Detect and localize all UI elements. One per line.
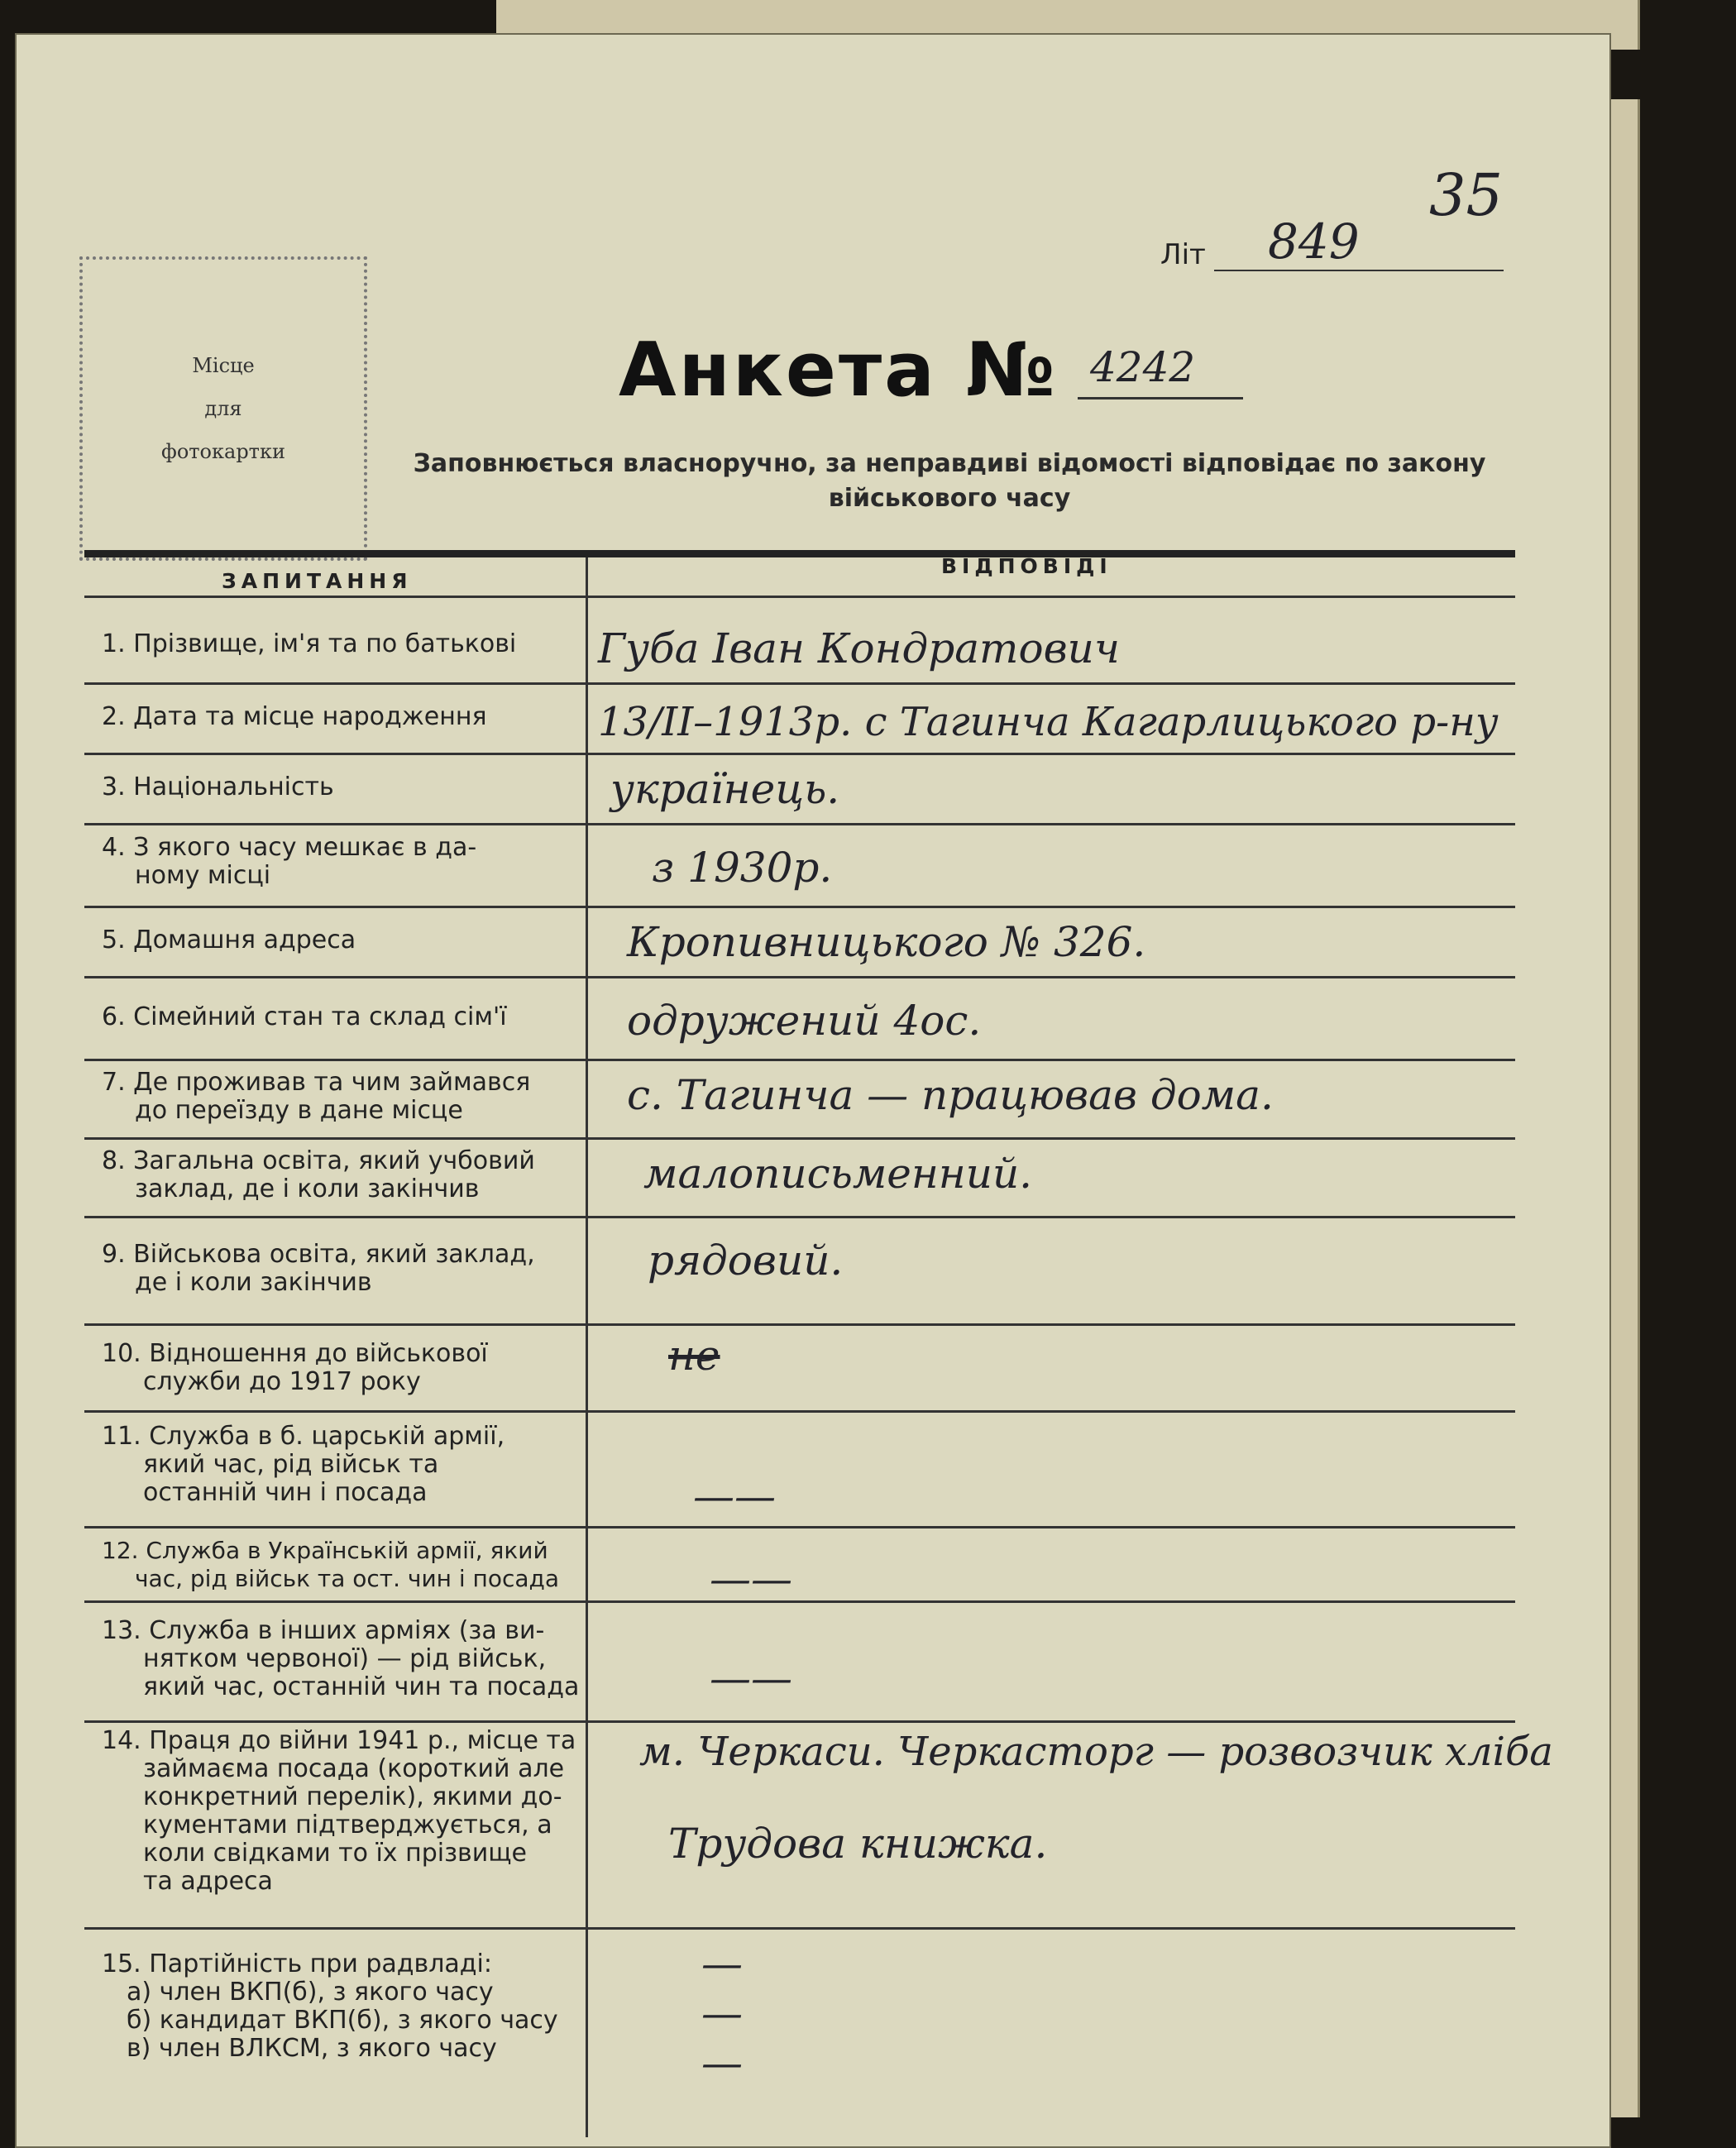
question-8: 8. Загальна освіта, який учбовий заклад, де і коли закінчив xyxy=(102,1146,535,1203)
questionnaire-sheet xyxy=(15,33,1611,2148)
questions-column-header: ЗАПИТАННЯ xyxy=(222,569,413,593)
question-1: 1. Прізвище, ім'я та по батькові xyxy=(102,629,517,658)
photo-placeholder xyxy=(79,256,367,561)
form-number-underline xyxy=(1078,397,1243,399)
answer-14-work-line1: м. Черкаси. Черкасторг — розвозчик хліба xyxy=(639,1729,1553,1775)
row-divider xyxy=(84,823,1515,825)
photo-label-line1: Місце xyxy=(192,354,255,377)
row-divider xyxy=(84,1720,1515,1723)
corner-number: 35 xyxy=(1429,161,1504,229)
header-rule xyxy=(84,596,1515,598)
title-word: Анкета xyxy=(619,327,937,414)
question-4: 4. З якого часу мешкає в да- ному місці xyxy=(102,833,477,890)
row-divider xyxy=(84,1323,1515,1326)
answer-8-education: малописьменний. xyxy=(643,1150,1033,1198)
answers-column-header: ВІДПОВІДІ xyxy=(941,554,1112,578)
photo-label-line3: фотокартки xyxy=(161,440,285,463)
answer-2-birth: 13/II–1913р. с Тагинча Кагарлицького р-ну xyxy=(598,699,1499,745)
question-9: 9. Військова освіта, який заклад, де і коли закінчив xyxy=(102,1240,535,1297)
question-6: 6. Сімейний стан та склад сім'ї xyxy=(102,1002,507,1031)
row-divider xyxy=(84,1526,1515,1528)
photo-label-line2: для xyxy=(204,397,242,420)
row-divider xyxy=(84,1927,1515,1930)
table-top-rule xyxy=(84,550,1515,557)
column-divider xyxy=(586,557,588,2137)
answer-5-address: Кропивницького № 326. xyxy=(627,918,1146,966)
question-10: 10. Відношення до військової служби до 1917 року xyxy=(102,1339,488,1396)
answer-1-full-name: Губа Іван Кондратович xyxy=(598,624,1120,672)
subtitle xyxy=(395,447,1504,516)
answer-12-dash: —— xyxy=(710,1555,792,1603)
lit-label: Літ xyxy=(1160,238,1206,271)
answer-15c-dash: — xyxy=(701,2039,743,2087)
question-15: 15. Партійність при радвладі: а) член ВКП(б), з якого часу б) кандидат ВКП(б), з якого часу в) член ВЛКСМ, з якого часу xyxy=(102,1949,558,2063)
row-divider xyxy=(84,682,1515,685)
row-divider xyxy=(84,976,1515,978)
question-7: 7. Де проживав та чим займався до переїзду в дане місце xyxy=(102,1068,531,1125)
answer-13-dash: —— xyxy=(710,1654,792,1702)
row-divider xyxy=(84,753,1515,755)
question-14: 14. Праця до війни 1941 р., місце та займаєма посада (короткий але конкретний перелік), якими до- кументами підтверджується, а коли свідками то їх прізвище та адреса xyxy=(102,1726,576,1896)
answer-14-work-line2: Трудова книжка. xyxy=(668,1820,1048,1868)
question-13: 13. Служба в інших арміях (за ви- нятком червоної) — рід військ, який час, останній чин та посада xyxy=(102,1616,580,1701)
answer-6-family: одружений 4ос. xyxy=(627,997,982,1045)
question-5: 5. Домашня адреса xyxy=(102,926,356,954)
question-2: 2. Дата та місце народження xyxy=(102,702,487,731)
row-divider xyxy=(84,1137,1515,1140)
number-sign: № xyxy=(965,327,1058,414)
answer-15b-dash: — xyxy=(701,1989,743,2037)
answer-10-service: не xyxy=(668,1332,720,1380)
subtitle-line2: військового часу xyxy=(828,484,1071,513)
answer-4-since: з 1930р. xyxy=(652,844,833,892)
answer-15a-dash: — xyxy=(701,1940,743,1988)
page-title xyxy=(619,327,1057,414)
row-divider xyxy=(84,1410,1515,1413)
answer-3-nationality: українець. xyxy=(610,765,840,813)
row-divider xyxy=(84,1059,1515,1061)
form-number: 4242 xyxy=(1090,343,1196,391)
answer-7-prior: с. Тагинча — працював дома. xyxy=(627,1071,1274,1119)
row-divider xyxy=(84,906,1515,908)
row-divider xyxy=(84,1216,1515,1218)
answer-9-military-education: рядовий. xyxy=(648,1237,844,1284)
row-divider xyxy=(84,1600,1515,1603)
question-3: 3. Національність xyxy=(102,773,334,801)
question-12: 12. Служба в Українській армії, який час, рід військ та ост. чин і посада xyxy=(102,1537,560,1592)
subtitle-line1: Заповнюється власноручно, за неправдиві відомості відповідає по закону xyxy=(413,449,1486,478)
question-11: 11. Служба в б. царській армії, який час, рід військ та останній чин і посада xyxy=(102,1422,505,1507)
answer-11-dash: —— xyxy=(693,1472,776,1520)
lit-number: 849 xyxy=(1268,213,1360,270)
